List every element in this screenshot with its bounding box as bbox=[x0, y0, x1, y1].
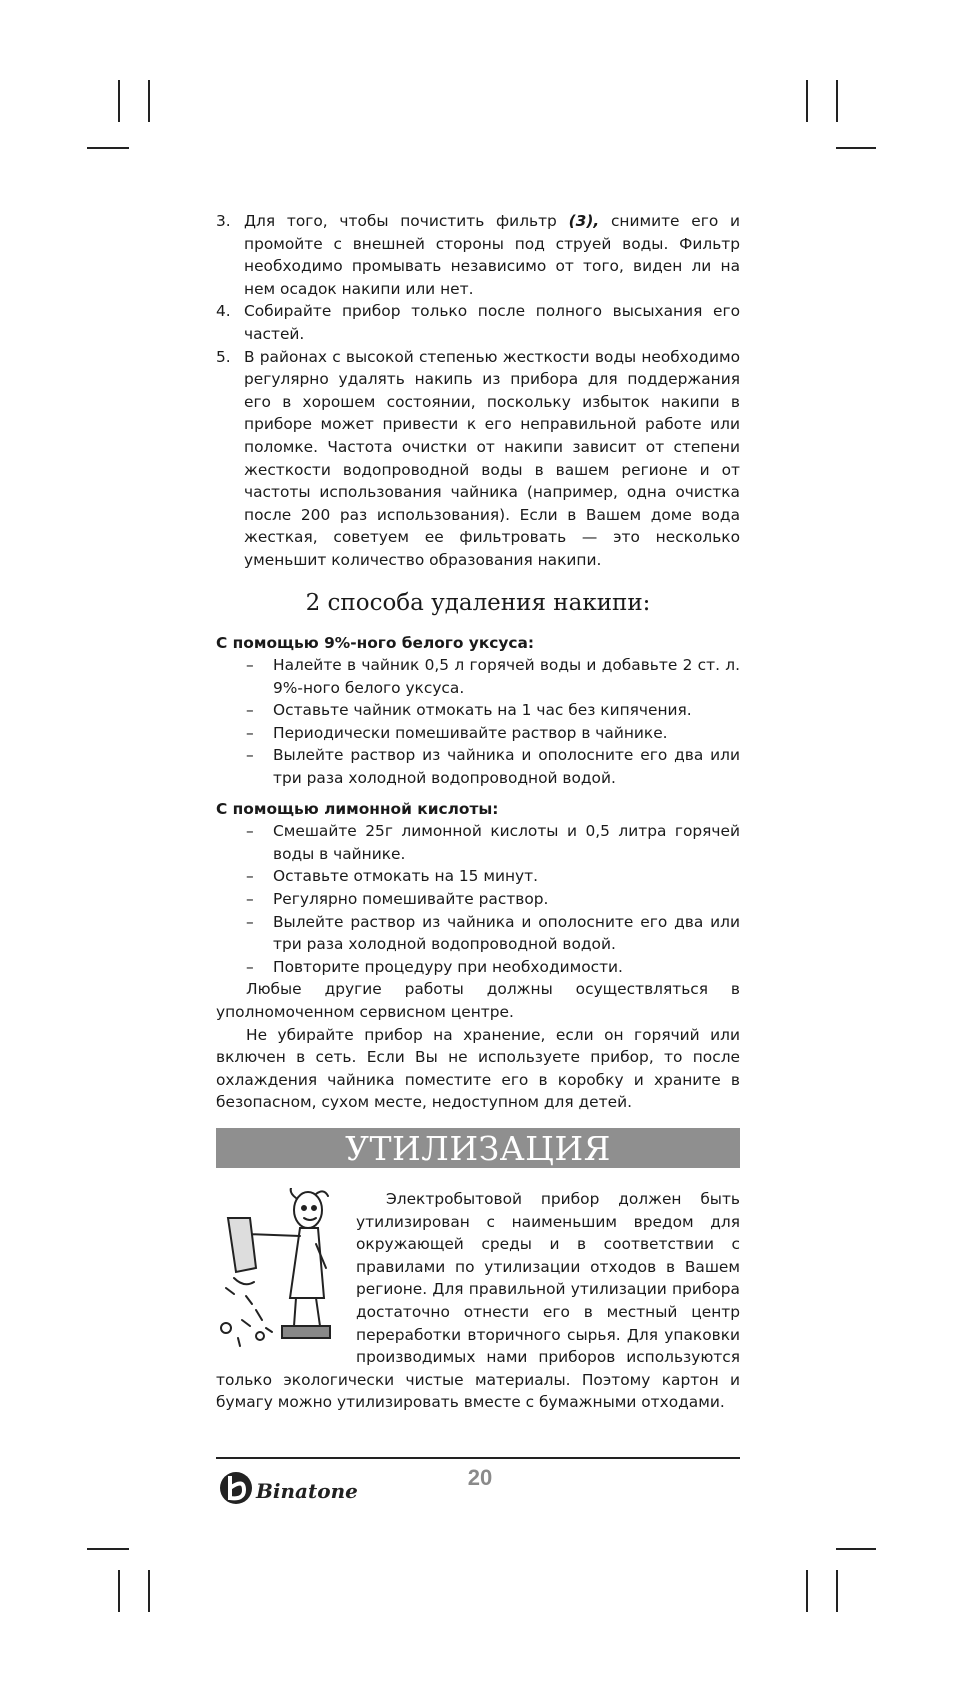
crop-mark bbox=[118, 80, 120, 122]
dash-bullet: – bbox=[246, 912, 254, 931]
page-number: 20 bbox=[467, 1465, 493, 1490]
list-item bbox=[216, 888, 740, 911]
dash-bullet: – bbox=[246, 701, 254, 720]
crop-mark bbox=[836, 80, 838, 122]
crop-mark bbox=[87, 147, 129, 149]
step-text: В районах с высокой степенью жесткости воды необходимо регулярно удалять накипь из прибора для поддержания его в хорошем состоянии, поскольку избыток накипи в приборе может привести к его неправильной работе или поломке. Частота очистки от накипи зависит от степени жесткости водопроводной воды в вашем регионе и от частоты использования чайника (например, одна очистка после 200 раз использования). Если в Вашем доме вода жесткая, советуем ее фильтровать — это несколько уменьшит количество образования накипи. bbox=[244, 347, 740, 569]
list-item-text: Оставьте чайник отмокать на 1 час без кипячения. bbox=[273, 701, 692, 720]
method-title-citric-acid: С помощью лимонной кислоты: bbox=[216, 799, 499, 818]
crop-mark bbox=[148, 80, 150, 122]
list-item bbox=[216, 722, 740, 745]
list-item-text: Регулярно помешивайте раствор. bbox=[273, 890, 549, 909]
list-item bbox=[216, 300, 740, 345]
vinegar-steps bbox=[216, 654, 740, 790]
dash-bullet: – bbox=[246, 746, 254, 765]
brand-name: Binatone bbox=[256, 1479, 358, 1503]
step-number: 4. bbox=[216, 302, 231, 321]
logo-mark-icon bbox=[220, 1472, 252, 1504]
crop-mark bbox=[806, 80, 808, 122]
cleaning-steps bbox=[216, 210, 740, 572]
disposal-banner: УТИЛИЗАЦИЯ bbox=[216, 1128, 740, 1168]
method-title-vinegar: С помощью 9%-ного белого уксуса: bbox=[216, 633, 535, 652]
storage-paragraph: Не убирайте прибор на хранение, если он горячий или включен в сеть. Если Вы не используете прибор, то после охлаждения чайника поместите его в коробку и храните в безопасном, сухом месте, недоступном для детей. bbox=[216, 1025, 740, 1112]
list-item bbox=[216, 865, 740, 888]
list-item-text: Смешайте 25г лимонной кислоты и 0,5 литра горячей воды в чайнике. bbox=[273, 822, 740, 863]
list-item bbox=[216, 699, 740, 722]
recycling-illustration bbox=[216, 1188, 346, 1348]
crop-mark bbox=[87, 1548, 129, 1550]
footer-divider bbox=[216, 1457, 740, 1459]
step-text: Собирайте прибор только после полного высыхания его частей. bbox=[244, 302, 740, 343]
dash-bullet: – bbox=[246, 890, 254, 909]
list-item bbox=[216, 744, 740, 789]
crop-mark bbox=[836, 1548, 876, 1550]
disposal-section bbox=[216, 1188, 740, 1414]
list-item-text: Повторите процедуру при необходимости. bbox=[273, 957, 623, 976]
list-item-text: Вылейте раствор из чайника и ополосните его два или три раза холодной водопроводной водой. bbox=[273, 912, 740, 954]
service-paragraph: Любые другие работы должны осуществляться в уполномоченном сервисном центре. bbox=[216, 980, 740, 1021]
dash-bullet: – bbox=[246, 723, 254, 742]
crop-mark bbox=[118, 1570, 120, 1612]
list-item bbox=[216, 346, 740, 572]
list-item-text: Периодически помешивайте раствор в чайнике. bbox=[273, 723, 668, 742]
filter-reference: (3), bbox=[568, 212, 600, 230]
dash-bullet: – bbox=[246, 656, 254, 675]
list-item-text: Вылейте раствор из чайника и ополосните его два или три раза холодной водопроводной водой. bbox=[273, 746, 740, 788]
dash-bullet: – bbox=[246, 822, 254, 841]
step-number: 5. bbox=[216, 347, 231, 366]
page-content bbox=[216, 210, 740, 1414]
list-item bbox=[216, 956, 740, 979]
list-item bbox=[216, 210, 740, 300]
list-item-text: Налейте в чайник 0,5 л горячей воды и добавьте 2 ст. л. 9%-ного белого уксуса. bbox=[273, 656, 740, 697]
step-text: снимите его и промойте с внешней стороны под струей воды. Фильтр необходимо промывать независимо от того, виден ли на нем осадок накипи или нет. bbox=[244, 212, 740, 298]
list-item bbox=[216, 820, 740, 865]
dash-bullet: – bbox=[246, 957, 254, 976]
brand-logo bbox=[218, 1468, 358, 1508]
crop-mark bbox=[806, 1570, 808, 1612]
list-item bbox=[216, 911, 740, 956]
crop-mark bbox=[836, 147, 876, 149]
step-number: 3. bbox=[216, 212, 231, 230]
dash-bullet: – bbox=[246, 867, 254, 886]
disposal-text: Электробытовой прибор должен быть утилизирован с наименьшим вредом для окружающей среды и в соответствии с правилами по утилизации отходов в Вашем регионе. Для правильной утилизации прибора достаточно отнести его в местный центр переработки вторичного сырья. Для упаковки производимых нами приборов используются только экологически чистые материалы. Поэтому картон и бумагу можно утилизировать вместе с бумажными отходами. bbox=[216, 1189, 740, 1412]
descaling-heading: 2 способа удаления накипи: bbox=[305, 589, 651, 616]
crop-mark bbox=[836, 1570, 838, 1612]
list-item bbox=[216, 654, 740, 699]
crop-mark bbox=[148, 1570, 150, 1612]
list-item-text: Оставьте отмокать на 15 минут. bbox=[273, 867, 539, 886]
step-text: Для того, чтобы почистить фильтр bbox=[244, 212, 569, 230]
citric-acid-steps bbox=[216, 820, 740, 978]
